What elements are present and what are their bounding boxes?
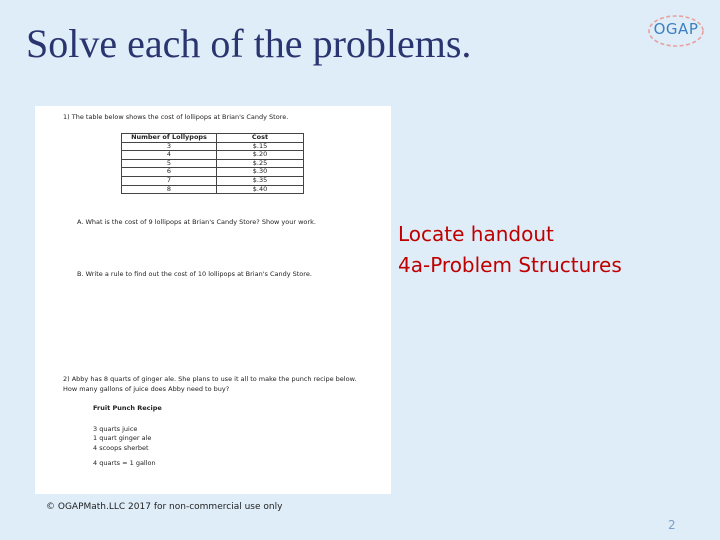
ogap-logo [646, 12, 706, 50]
table-header-row [122, 134, 304, 143]
table-row [122, 151, 304, 160]
table-cell: $.35 [217, 176, 304, 185]
recipe-conversion: 4 quarts = 1 gallon [93, 459, 156, 467]
handout-instruction [398, 219, 622, 281]
table-cell: $.40 [217, 185, 304, 194]
table-row [122, 185, 304, 194]
table-cell: 7 [122, 176, 217, 185]
instruction-line-1: Locate handout [398, 222, 554, 246]
table-header-cost: Cost [217, 134, 304, 143]
table-cell: 5 [122, 159, 217, 168]
recipe-item: 3 quarts juice [93, 424, 138, 433]
instruction-line-2: 4a-Problem Structures [398, 253, 622, 277]
fruit-punch-recipe [93, 404, 162, 469]
recipe-title: Fruit Punch Recipe [93, 404, 162, 412]
table-cell: $.20 [217, 151, 304, 160]
table-cell: $.25 [217, 159, 304, 168]
table-row [122, 159, 304, 168]
table-cell: $.15 [217, 142, 304, 151]
table-cell: 6 [122, 168, 217, 177]
table-row [122, 176, 304, 185]
table-cell: $.30 [217, 168, 304, 177]
table-row [122, 142, 304, 151]
problem-2-text: 2) Abby has 8 quarts of ginger ale. She plans to use it all to make the punch recipe below. How many gallons of juice does Abby need to buy? [63, 375, 357, 393]
logo-text: OGAP [653, 20, 699, 38]
slide-title: Solve each of the problems. [26, 21, 472, 66]
part-b-question: B. Write a rule to find out the cost of 10 lollipops at Brian's Candy Store. [77, 270, 312, 278]
page-number: 2 [668, 518, 676, 532]
table-header-lollypops: Number of Lollypops [122, 134, 217, 143]
table-cell: 4 [122, 151, 217, 160]
part-a-question: A. What is the cost of 9 lollipops at Brian's Candy Store? Show your work. [77, 218, 316, 226]
table-cell: 3 [122, 142, 217, 151]
recipe-item: 1 quart ginger ale [93, 434, 152, 442]
handout-image [35, 106, 391, 494]
problem-1-text: 1) The table below shows the cost of lollipops at Brian's Candy Store. [63, 113, 289, 121]
copyright-notice: © OGAPMath.LLC 2017 for non-commercial use only [46, 502, 283, 512]
lollipop-cost-table [121, 133, 304, 194]
table-row [122, 168, 304, 177]
table-cell: 8 [122, 185, 217, 194]
recipe-item: 4 scoops sherbet [93, 443, 149, 452]
